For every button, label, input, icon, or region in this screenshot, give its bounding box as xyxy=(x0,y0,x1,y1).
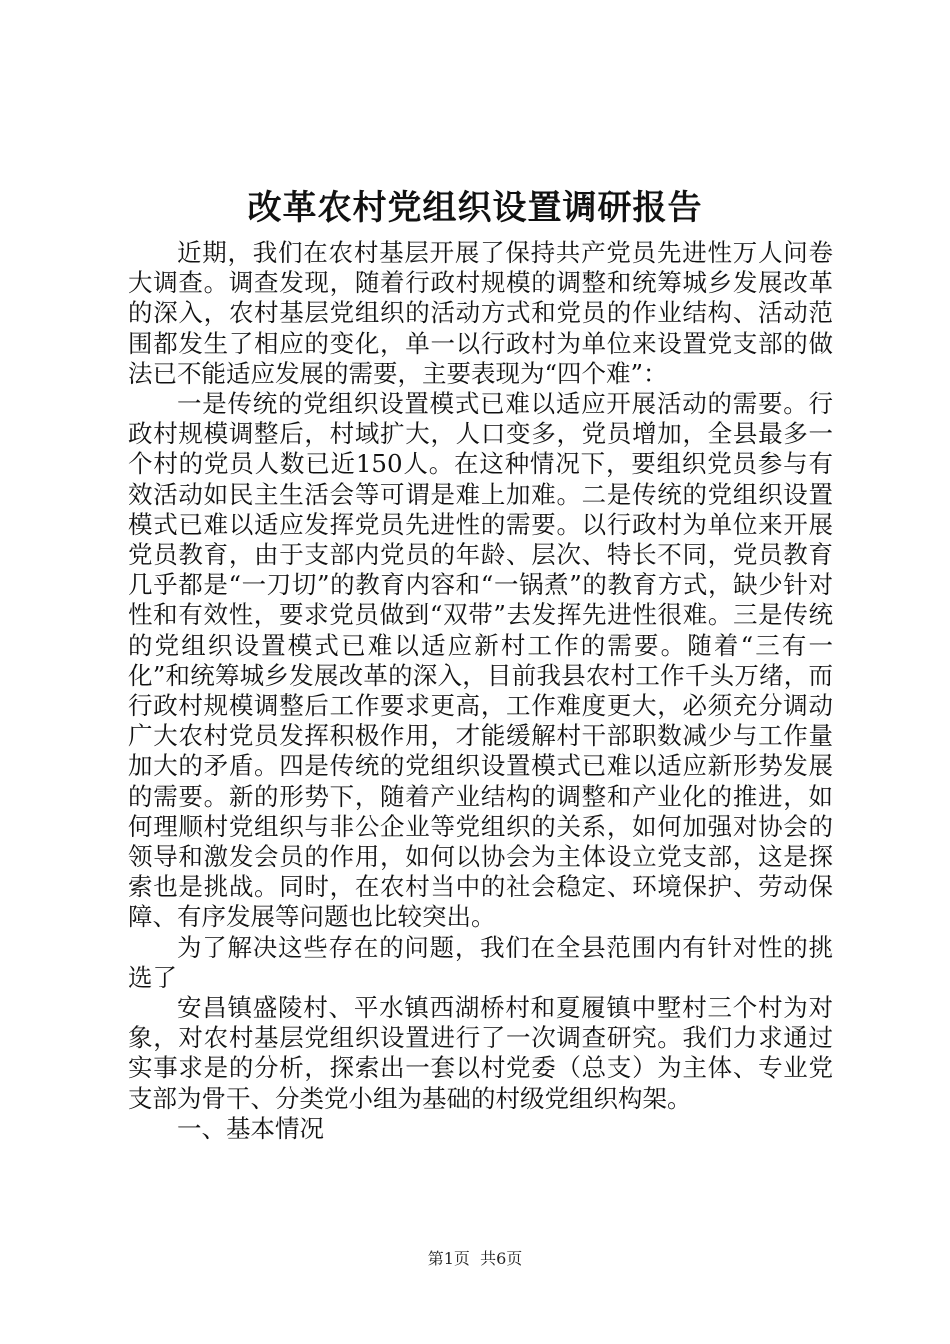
page-number: 第1页 xyxy=(427,1249,470,1268)
page-footer xyxy=(0,1246,950,1269)
total-pages: 共6页 xyxy=(480,1249,523,1268)
paragraph-intro: 近期，我们在农村基层开展了保持共产党员先进性万人问卷大调查。调查发现，随着行政村规模的调整和统筹城乡发展改革的深入，农村基层党组织的活动方式和党员的作业结构、活动范围都发生了相应的变化，单一以行政村为单位来设置党支部的做法已不能适应发展的需要，主要表现为“四个难”： xyxy=(128,238,833,388)
document-title: 改革农村党组织设置调研报告 xyxy=(247,188,703,228)
section-heading-basic-situation: 一、基本情况 xyxy=(177,1113,324,1143)
paragraph-solution-start: 为了解决这些存在的问题，我们在全县范围内有针对性的挑选了 xyxy=(128,932,833,992)
paragraph-four-difficulties: 一是传统的党组织设置模式已难以适应开展活动的需要。行政村规模调整后，村域扩大，人口变多，党员增加，全县最多一个村的党员人数已近150人。在这种情况下，要组织党员参与有效活动如民主生活会等可谓是难上加难。二是传统的党组织设置模式已难以适应发挥党员先进性的需要。以行政村为单位来开展党员教育，由于支部内党员的年龄、层次、特长不同，党员教育几乎都是“一刀切”的教育内容和“一锅煮”的教育方式，缺少针对性和有效性，要求党员做到“双带”去发挥先进性很难。三是传统的党组织设置模式已难以适应新村工作的需要。随着“三有一化”和统筹城乡发展改革的深入，目前我县农村工作千头万绪，而行政村规模调整后工作要求更高，工作难度更大，必须充分调动广大农村党员发挥积极作用，才能缓解村干部职数减少与工作量加大的矛盾。四是传统的党组织设置模式已难以适应新形势发展的需要。新的形势下，随着产业结构的调整和产业化的推进，如何理顺村党组织与非公企业等党组织的关系，如何加强对协会的领导和激发会员的作用，如何以协会为主体设立党支部，这是探索也是挑战。同时，在农村当中的社会稳定、环境保护、劳动保障、有序发展等问题也比较突出。 xyxy=(128,389,833,932)
paragraph-research-villages: 安昌镇盛陵村、平水镇西湖桥村和夏履镇中墅村三个村为对象，对农村基层党组织设置进行了一次调查研究。我们力求通过实事求是的分析，探索出一套以村党委（总支）为主体、专业党支部为骨干、分类党小组为基础的村级党组织构架。 xyxy=(128,993,833,1113)
document-body xyxy=(128,238,833,1144)
